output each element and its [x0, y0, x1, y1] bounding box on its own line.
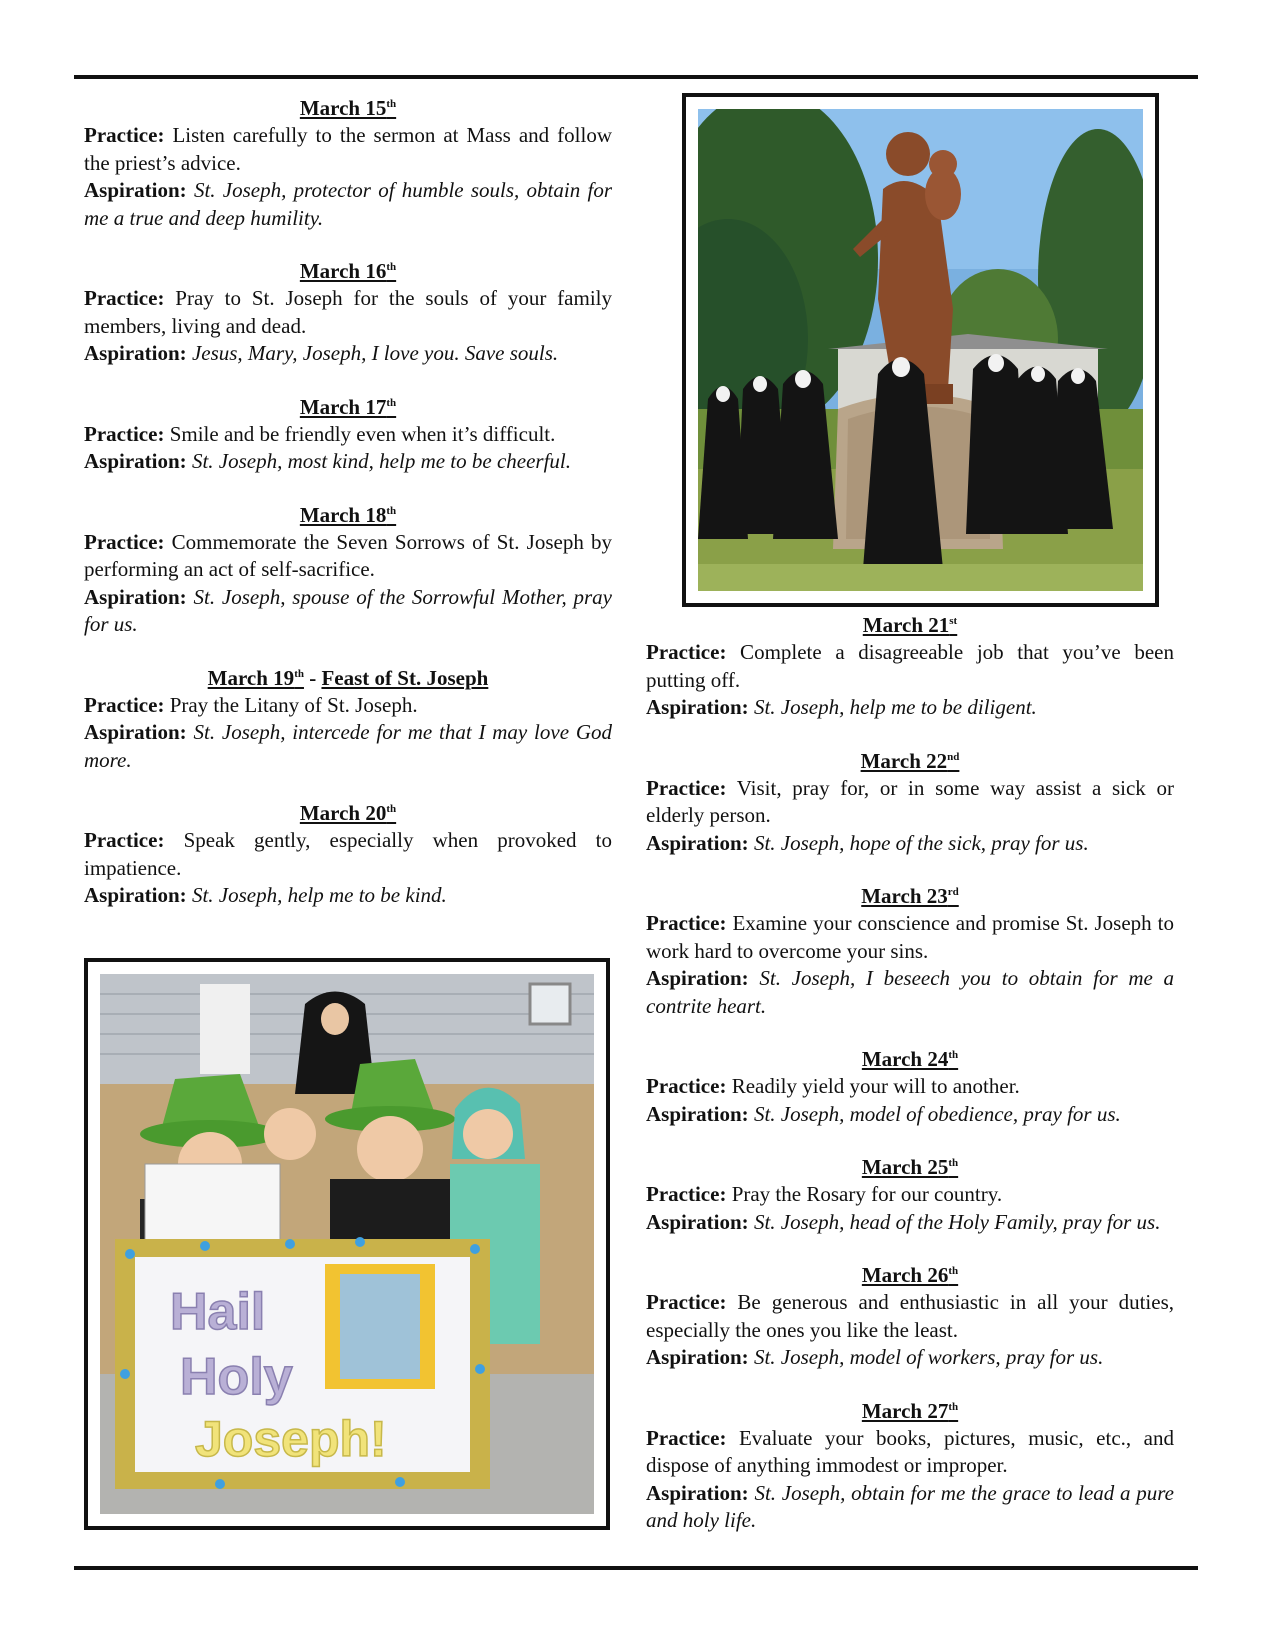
- devotion-entry-march-26: [646, 1262, 1174, 1372]
- entry-date: March 20th: [299, 801, 397, 825]
- devotion-entry-march-18: [84, 502, 612, 639]
- entry-aspiration: Aspiration: St. Joseph, model of workers, pray for us.: [646, 1345, 1104, 1369]
- entry-date: March 19th - Feast of St. Joseph: [207, 665, 489, 690]
- entry-date: March 18th: [299, 502, 397, 527]
- entry-aspiration: Aspiration: St. Joseph, I beseech you to obtain for me a contrite heart.: [646, 966, 1174, 1018]
- left-column: [84, 95, 612, 936]
- entry-date: March 24th: [861, 1047, 959, 1071]
- entry-date: March 23rd: [861, 884, 959, 908]
- devotion-entry-march-19: [84, 665, 612, 775]
- sign-line-joseph: Joseph!: [195, 1411, 387, 1467]
- entry-aspiration: Aspiration: St. Joseph, hope of the sick, pray for us.: [646, 830, 1089, 855]
- entry-practice: Practice: Listen carefully to the sermon at Mass and follow the priest’s advice.: [84, 123, 612, 175]
- statue-photo-illustration: [698, 109, 1143, 591]
- devotion-entry-march-20: [84, 800, 612, 910]
- entry-date: March 26th: [861, 1263, 959, 1287]
- entry-practice: Practice: Pray the Rosary for our country.: [646, 1182, 1003, 1206]
- devotion-entry-march-16: [84, 258, 612, 368]
- entry-practice: Practice: Speak gently, especially when provoked to impatience.: [84, 828, 612, 880]
- entry-date: March 25th: [861, 1155, 959, 1179]
- sign-line-hail: Hail: [170, 1283, 266, 1341]
- devotion-entry-march-15: [84, 95, 612, 232]
- entry-date: March 27th: [861, 1398, 959, 1423]
- entry-aspiration: Aspiration: St. Joseph, most kind, help me to be cheerful.: [84, 449, 572, 473]
- devotion-entry-march-27: [646, 1398, 1174, 1535]
- entry-date: March 21st: [862, 613, 958, 637]
- entry-practice: Practice: Complete a disagreeable job that you’ve been putting off.: [646, 640, 1174, 692]
- entry-aspiration: Aspiration: St. Joseph, help me to be kind.: [84, 883, 447, 907]
- right-column: [646, 612, 1174, 1561]
- entry-aspiration: Aspiration: St. Joseph, model of obedience, pray for us.: [646, 1101, 1121, 1126]
- entry-aspiration: Aspiration: Jesus, Mary, Joseph, I love you. Save souls.: [84, 341, 559, 365]
- top-rule: [74, 75, 1198, 79]
- entry-aspiration: Aspiration: St. Joseph, head of the Holy Family, pray for us.: [646, 1209, 1161, 1234]
- entry-practice: Practice: Visit, pray for, or in some way assist a sick or elderly person.: [646, 775, 1174, 827]
- photo-children-with-sign: [84, 958, 610, 1530]
- entry-date: March 16th: [299, 259, 397, 283]
- feast-title: Feast of St. Joseph: [321, 665, 489, 690]
- devotion-entry-march-23: [646, 883, 1174, 1020]
- devotion-entry-march-24: [646, 1046, 1174, 1128]
- entry-practice: Practice: Examine your conscience and promise St. Joseph to work hard to overcome your sins.: [646, 911, 1174, 963]
- entry-aspiration: Aspiration: St. Joseph, intercede for me that I may love God more.: [84, 720, 612, 772]
- entry-practice: Practice: Smile and be friendly even when it’s difficult.: [84, 421, 556, 446]
- entry-practice: Practice: Commemorate the Seven Sorrows of St. Joseph by performing an act of self-sacrifice.: [84, 529, 612, 581]
- entry-date: March 17th: [299, 394, 397, 419]
- entry-practice: Practice: Readily yield your will to another.: [646, 1074, 1020, 1098]
- children-photo-illustration: [100, 974, 594, 1514]
- entry-practice: Practice: Pray the Litany of St. Joseph.: [84, 692, 418, 717]
- devotion-entry-march-17: [84, 394, 612, 476]
- sign-line-holy: Holy: [180, 1348, 293, 1406]
- entry-date: March 15th: [299, 96, 397, 120]
- entry-aspiration: Aspiration: St. Joseph, obtain for me the grace to lead a pure and holy life.: [646, 1480, 1174, 1532]
- entry-practice: Practice: Pray to St. Joseph for the souls of your family members, living and dead.: [84, 286, 612, 338]
- devotion-entry-march-25: [646, 1154, 1174, 1236]
- entry-aspiration: Aspiration: St. Joseph, spouse of the Sorrowful Mother, pray for us.: [84, 584, 612, 636]
- entry-practice: Practice: Be generous and enthusiastic in all your duties, especially the ones you like the least.: [646, 1290, 1174, 1342]
- entry-date: March 22nd: [860, 748, 960, 773]
- devotion-entry-march-22: [646, 748, 1174, 858]
- entry-aspiration: Aspiration: St. Joseph, protector of humble souls, obtain for me a true and deep humility.: [84, 178, 612, 230]
- entry-practice: Practice: Evaluate your books, pictures, music, etc., and dispose of anything immodest or improper.: [646, 1425, 1174, 1477]
- bottom-rule: [74, 1566, 1198, 1570]
- entry-aspiration: Aspiration: St. Joseph, help me to be diligent.: [646, 695, 1037, 719]
- devotion-entry-march-21: [646, 612, 1174, 722]
- photo-statue-with-sisters: [682, 93, 1159, 607]
